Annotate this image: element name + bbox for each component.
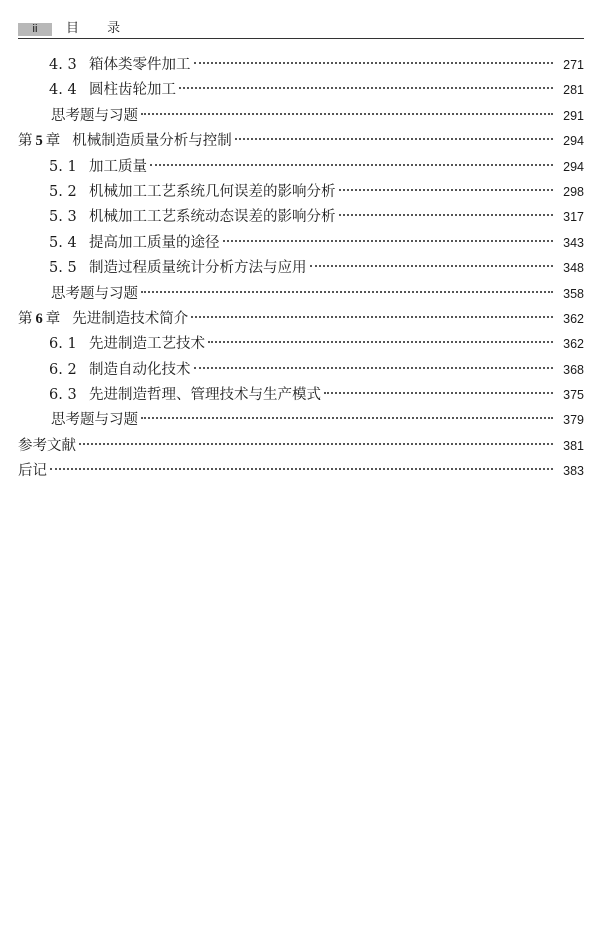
toc-page-number: 383 xyxy=(563,464,584,479)
toc-chapter-prefix: 第 xyxy=(18,133,33,150)
toc-section-number: 5. 2 xyxy=(49,183,77,200)
toc-entry-section[interactable] xyxy=(18,358,584,383)
toc-entry-title: 思考题与习题 xyxy=(51,412,138,429)
toc-page-number: 381 xyxy=(563,438,584,453)
toc-entry-title: 箱体类零件加工 xyxy=(89,57,191,73)
toc-entry-title: 制造过程质量统计分析方法与应用 xyxy=(89,260,307,277)
toc-page-number: 368 xyxy=(563,362,584,377)
toc-page-number: 358 xyxy=(563,286,584,301)
toc-page-number: 343 xyxy=(563,235,584,250)
toc-dot-leader xyxy=(339,214,554,216)
toc-dot-leader xyxy=(324,392,553,394)
toc-entry-title: 思考题与习题 xyxy=(51,285,138,302)
toc-page-number: 317 xyxy=(563,210,584,225)
toc-entry-top[interactable] xyxy=(18,459,584,484)
toc-page-number: 362 xyxy=(563,337,584,352)
toc-dot-leader xyxy=(235,138,553,140)
toc-chapter-suffix: 章 xyxy=(45,133,61,150)
toc-dot-leader xyxy=(191,316,553,318)
toc-dot-leader xyxy=(194,367,554,369)
toc-section-number: 6. 2 xyxy=(49,361,77,378)
toc-entry-section[interactable] xyxy=(18,205,584,230)
toc-dot-leader xyxy=(141,417,553,419)
toc-dot-leader xyxy=(79,443,553,445)
toc-chapter-number: 6 xyxy=(35,310,43,327)
toc-entry-chapter[interactable] xyxy=(18,307,584,332)
toc-entry-title: 加工质量 xyxy=(89,158,147,175)
toc-entry-section[interactable] xyxy=(18,332,584,357)
toc-dot-leader xyxy=(141,113,553,115)
toc-entry-title: 先进制造技术简介 xyxy=(72,310,189,327)
toc-section-number: 5. 4 xyxy=(49,234,77,251)
toc-section-number: 4. 3 xyxy=(49,57,77,73)
toc-entry-title: 先进制造工艺技术 xyxy=(89,336,205,353)
toc-entry-section[interactable] xyxy=(18,78,584,103)
toc-entry-section[interactable] xyxy=(18,231,584,256)
toc-page-number: 271 xyxy=(563,58,584,72)
toc-dot-leader xyxy=(339,189,554,191)
toc-entry-section[interactable] xyxy=(18,383,584,408)
toc-entry-section[interactable] xyxy=(18,180,584,205)
toc-section-number: 5. 5 xyxy=(49,260,77,277)
toc-entry-title: 先进制造哲理、管理技术与生产模式 xyxy=(89,387,321,404)
toc-section-number: 5. 3 xyxy=(49,209,77,226)
toc-section-number: 5. 1 xyxy=(49,158,77,175)
header-title: 目 录 xyxy=(66,21,133,36)
toc-entry-questions[interactable] xyxy=(18,408,584,433)
toc-page-number: 375 xyxy=(563,388,584,403)
toc-entry-section[interactable] xyxy=(18,155,584,180)
header-page-number: ii xyxy=(18,23,52,36)
toc-dot-leader xyxy=(150,164,553,166)
toc-page-number: 348 xyxy=(563,261,584,276)
toc-entry-title: 机械制造质量分析与控制 xyxy=(72,133,232,150)
toc-dot-leader xyxy=(50,468,553,470)
toc-section-number: 4. 4 xyxy=(49,82,77,99)
toc-dot-leader xyxy=(179,87,553,89)
toc-entry-title: 制造自动化技术 xyxy=(89,361,191,378)
toc-dot-leader xyxy=(223,240,554,242)
toc-page-number: 294 xyxy=(563,134,584,149)
toc-entry-top[interactable] xyxy=(18,434,584,459)
toc-dot-leader xyxy=(310,265,554,267)
toc-page-number: 294 xyxy=(563,159,584,174)
toc-chapter-prefix: 第 xyxy=(18,310,33,327)
toc-dot-leader xyxy=(141,291,553,293)
toc-entry-title: 机械加工工艺系统几何误差的影响分析 xyxy=(89,183,336,200)
toc-dot-leader xyxy=(194,62,554,64)
toc-page-number: 281 xyxy=(563,83,584,98)
toc-entry-title: 圆柱齿轮加工 xyxy=(89,82,176,99)
toc-entry-chapter[interactable] xyxy=(18,129,584,154)
toc-chapter-label xyxy=(18,129,60,154)
toc-chapter-label xyxy=(18,307,60,332)
toc-entry-title: 后记 xyxy=(18,463,47,480)
toc-entry-title: 提高加工质量的途径 xyxy=(89,234,220,251)
toc-chapter-number: 5 xyxy=(35,133,43,150)
toc-entry-section[interactable] xyxy=(18,256,584,281)
toc-page-number: 291 xyxy=(563,108,584,123)
running-header xyxy=(18,22,584,39)
toc-entry-questions[interactable] xyxy=(18,282,584,307)
toc-dot-leader xyxy=(208,341,553,343)
toc-entry-section[interactable] xyxy=(18,53,584,78)
toc-section-number: 6. 3 xyxy=(49,387,77,404)
toc-entry-title: 参考文献 xyxy=(18,437,76,454)
toc-section-number: 6. 1 xyxy=(49,336,77,353)
toc-chapter-suffix: 章 xyxy=(45,310,61,327)
toc-page-number: 362 xyxy=(563,311,584,326)
toc-entry-title: 思考题与习题 xyxy=(51,107,138,124)
toc-entry-questions[interactable] xyxy=(18,104,584,129)
toc-page-number: 379 xyxy=(563,413,584,428)
table-of-contents xyxy=(18,53,584,485)
toc-page-number: 298 xyxy=(563,184,584,199)
toc-entry-title: 机械加工工艺系统动态误差的影响分析 xyxy=(89,209,336,226)
